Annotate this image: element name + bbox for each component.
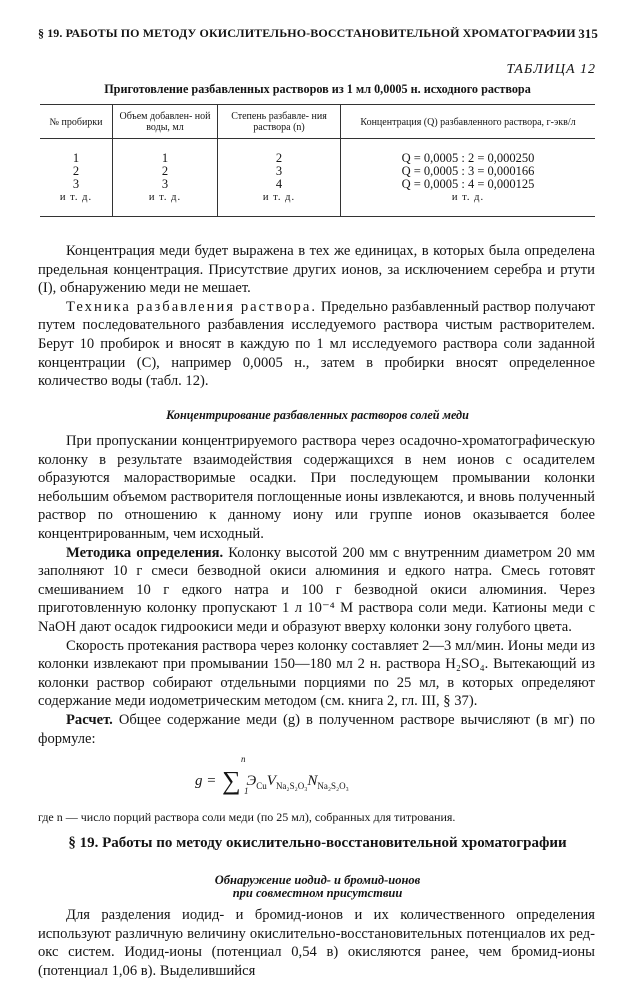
- formula-equivalent: Э: [246, 773, 257, 789]
- table-cell: и т. д.: [113, 191, 218, 217]
- table-cell: 3: [218, 165, 341, 178]
- summation-sign: ∑: [222, 766, 241, 795]
- text-block-3: [38, 906, 595, 980]
- running-header: [38, 26, 598, 41]
- paragraph: [38, 711, 595, 748]
- paragraph: Концентрация меди будет выражена в тех же единицах, в которых была определена предельная концентрация. Присутствие других ионов, за исключением серебра и ртути (I), обнаружению меди не мешает.: [38, 243, 595, 297]
- sum-lower-limit: 1: [244, 786, 249, 796]
- paragraph-text: Предельно разбавленный раствор получают путем последовательного разбавления исследуемого раствора чистым растворителем. Берут 10 пробирок и вносят в каждую по 1 мл исследуемого раствора соли заданной концентрации (С), например 0,0005 н., затем в пробирки вносят определенное количество воды (табл. 12).: [38, 298, 595, 390]
- table-row: [40, 178, 595, 191]
- subtitle-line: при совместном присутствии: [232, 886, 403, 900]
- paragraph: Скорость протекания раствора через колонку составляет 2—3 мл/мин. Ионы меди из колонки извлекают при промывании 150—180 мл 2 н. раствора H₂SO₄. Вытекающий из колонки раствор собирают отдельными порциями по 25 мл, в которых определяют содержание меди иодометрическим методом (см. книга 2, гл. III, § 37).: [38, 637, 595, 710]
- paragraph-text: Общее содержание меди (g) в полученном растворе вычисляют (в мг) по формуле:: [38, 711, 595, 747]
- table-cell: Q = 0,0005 : 4 = 0,000125: [341, 178, 596, 191]
- table-cell: 2: [218, 139, 341, 166]
- run-in-heading: Техника разбавления раствора.: [66, 298, 317, 315]
- run-in-heading: Расчет.: [66, 711, 113, 728]
- sum-upper-limit: n: [241, 754, 246, 764]
- column-header: Объем добавлен- ной воды, мл: [113, 105, 218, 139]
- paragraph: [38, 544, 595, 637]
- table-cell: 3: [72, 177, 80, 191]
- formula-lhs: g =: [195, 773, 217, 789]
- section-title: § 19. Работы по методу окислительно-восстановительной хроматографии: [68, 835, 567, 851]
- dilution-table: [40, 104, 595, 217]
- formula-volume: V: [266, 773, 276, 789]
- table-cell: Q = 0,0005 : 2 = 0,000250: [341, 139, 596, 166]
- header-title: § 19. РАБОТЫ ПО МЕТОДУ ОКИСЛИТЕЛЬНО-ВОССТАНОВИТЕЛЬНОЙ ХРОМАТОГРАФИИ: [38, 26, 576, 40]
- formula-note: где n — число порций раствора соли меди (по 25 мл), собранных для титрования.: [38, 810, 456, 824]
- formula-normality: N: [307, 773, 318, 789]
- subheading: Концентрирование разбавленных растворов солей меди: [166, 408, 469, 422]
- page-number: 315: [578, 26, 598, 41]
- column-header: № пробирки: [40, 105, 113, 139]
- paragraph-text: Колонку высотой 200 мм с внутренним диаметром 20 мм заполняют 10 г смеси безводной окиси алюминия и едкого натра. Смесь готовят смешиванием 10 г едкого натра и 100 г безводной окиси алюминия. Через приготовленную колонку пропускают 1 л 10⁻⁴ М раствора соли меди. Катионы меди с NaOH дают осадок гидроокиси меди и образуют вверху колонки зону голубого цвета.: [38, 544, 596, 635]
- section-subtitle: [40, 874, 595, 900]
- formula-sub: Cu: [256, 781, 267, 791]
- table-header-row: [40, 105, 595, 139]
- table-row: [40, 139, 595, 166]
- formula-sub: Na₂S₂O₃: [275, 781, 308, 791]
- run-in-heading: Методика определения.: [66, 544, 224, 561]
- table-cell: 2: [72, 164, 80, 178]
- formula-sub: Na₂S₂O₃: [317, 781, 349, 791]
- paragraph: Для разделения иодид- и бромид-ионов и их количественного определения используют различную величину окислительно-восстановительных потенциалов их ред-окс систем. Иодид-ионы (потенциал 0,54 в) окисляются ранее, чем бромид-ионы (потенциал 1,06 в). Выделившийся: [38, 907, 595, 979]
- table-cell: Q = 0,0005 : 3 = 0,000166: [341, 165, 596, 178]
- text-block-2: [38, 432, 595, 748]
- table-cell: и т. д.: [218, 191, 341, 217]
- table-cell: 4: [218, 178, 341, 191]
- table-caption: Приготовление разбавленных растворов из 1 мл 0,0005 н. исходного раствора: [104, 82, 531, 96]
- subtitle-line: Обнаружение иодид- и бромид-ионов: [214, 873, 421, 887]
- table-cell: 1: [113, 139, 218, 166]
- column-header: Степень разбавле- ния раствора (n): [218, 105, 341, 139]
- table-cell: 3: [113, 178, 218, 191]
- table-row: [40, 191, 595, 217]
- table-number: ТАБЛИЦА 12: [506, 62, 596, 77]
- copper-formula: [195, 754, 349, 796]
- table-cell: 2: [113, 165, 218, 178]
- text-block-1: [38, 242, 595, 391]
- column-header: Концентрация (Q) разбавленного раствора, г-экв/л: [341, 105, 596, 139]
- paragraph: При пропускании концентрируемого раствора через осадочно-хроматографическую колонку в результате взаимодействия содержащихся в нем ионов с осадителем образуются малорастворимые осадки. При последующем промывании колонки небольшим объемом растворителя поглощенные ионы извлекаются, и вновь полученный раствор по отношению к данному иону или группе ионов оказывается более концентрированным, чем исходный.: [38, 433, 595, 542]
- table-cell: 1: [72, 151, 80, 165]
- paragraph: [38, 298, 595, 391]
- table-cell: и т. д.: [40, 191, 113, 217]
- table-cell: и т. д.: [341, 191, 596, 217]
